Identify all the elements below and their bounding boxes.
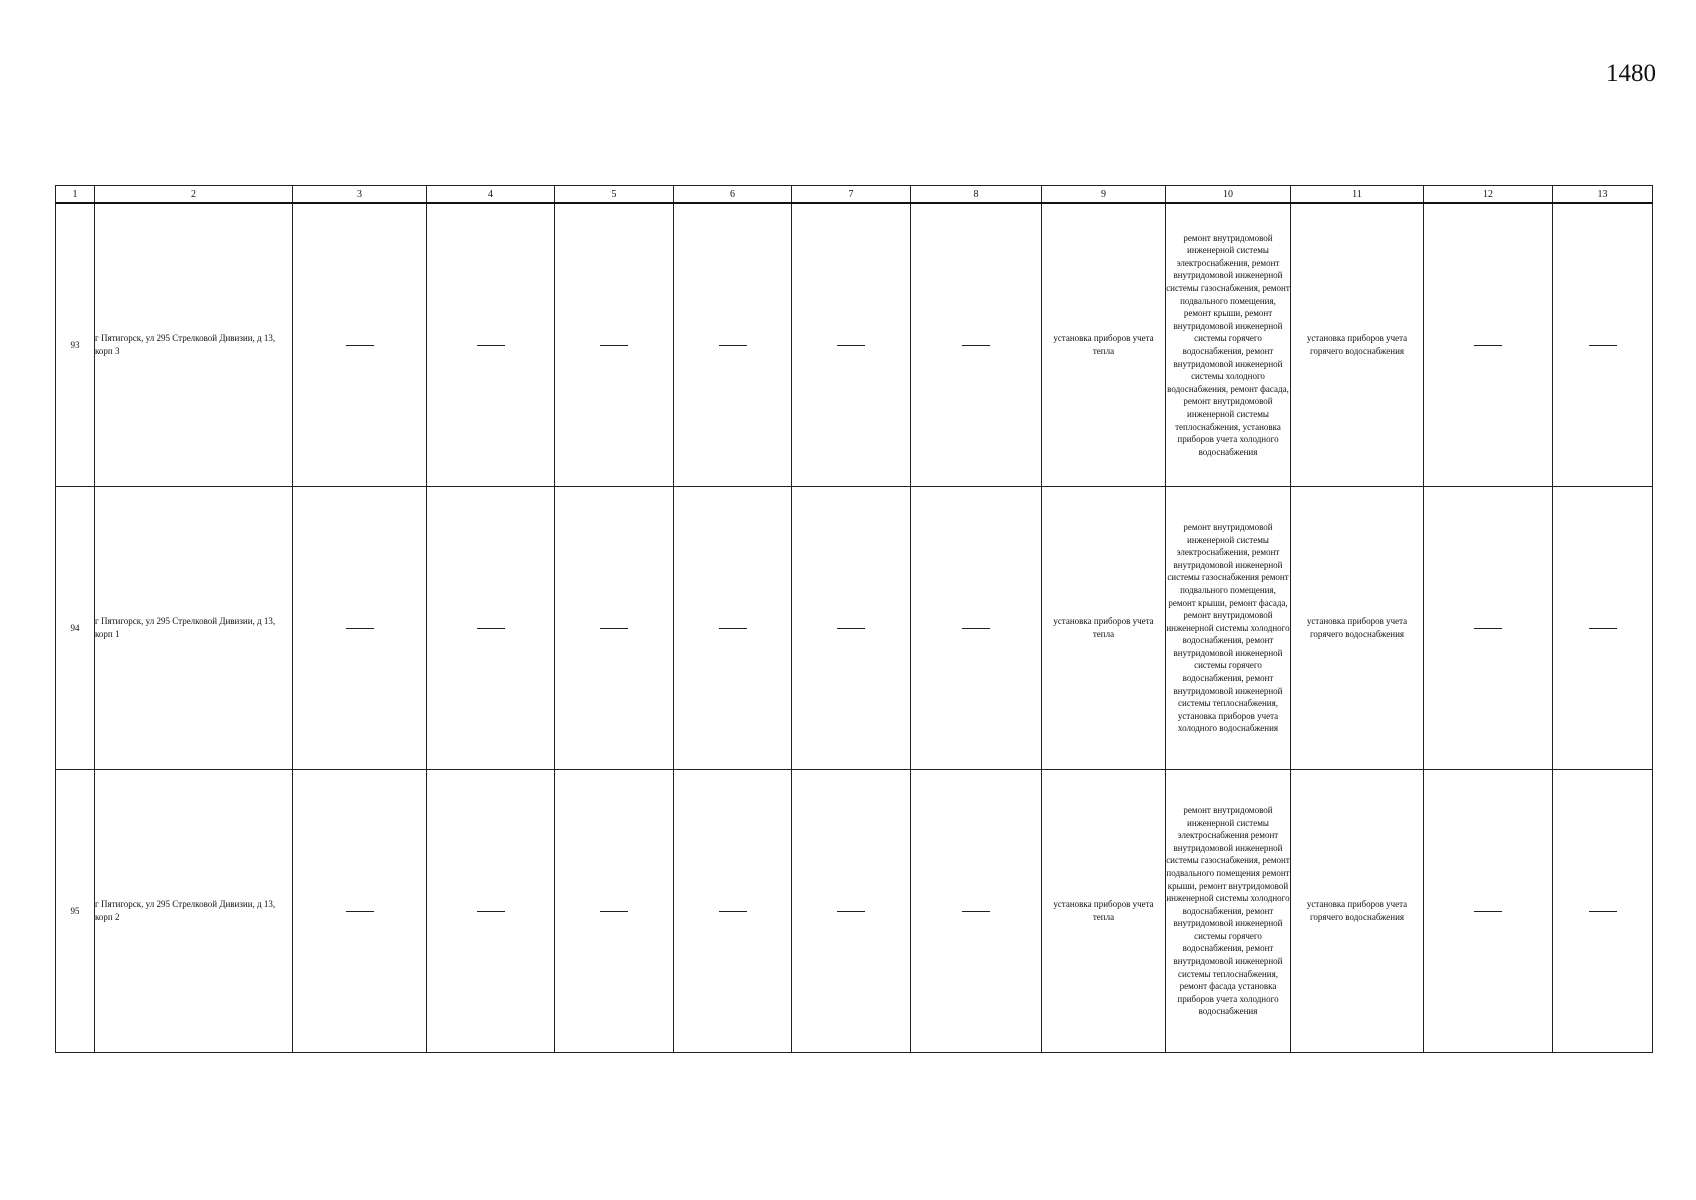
empty-cell-col8 [911, 203, 1042, 487]
dash-mark [600, 628, 628, 629]
dash-mark [719, 628, 747, 629]
table-row [56, 203, 1653, 487]
dash-mark [346, 345, 374, 346]
column-header: 2 [95, 186, 293, 204]
hot-water-meter-cell: установка приборов учета горячего водоснабжения [1291, 770, 1424, 1053]
empty-cell-col5 [555, 203, 674, 487]
empty-cell-col13 [1553, 203, 1653, 487]
empty-cell-col12 [1424, 487, 1553, 770]
dash-mark [962, 911, 990, 912]
address-cell: г Пятигорск, ул 295 Стрелковой Дивизии, д 13, корп 2 [95, 770, 293, 1053]
table-body [56, 203, 1653, 1053]
column-header: 9 [1042, 186, 1166, 204]
dash-mark [719, 911, 747, 912]
empty-cell-col3 [293, 203, 427, 487]
empty-cell-col8 [911, 487, 1042, 770]
column-header: 5 [555, 186, 674, 204]
hot-water-meter-cell: установка приборов учета горячего водоснабжения [1291, 203, 1424, 487]
hot-water-meter-cell: установка приборов учета горячего водоснабжения [1291, 487, 1424, 770]
empty-cell-col7 [792, 203, 911, 487]
column-header: 4 [427, 186, 555, 204]
address-cell: г Пятигорск, ул 295 Стрелковой Дивизии, д 13, корп 3 [95, 203, 293, 487]
heat-meter-cell: установка приборов учета тепла [1042, 203, 1166, 487]
column-header: 10 [1166, 186, 1291, 204]
empty-cell-col6 [674, 770, 792, 1053]
header-row [56, 186, 1653, 204]
row-number: 93 [56, 203, 95, 487]
empty-cell-col12 [1424, 203, 1553, 487]
empty-cell-col4 [427, 203, 555, 487]
column-header: 8 [911, 186, 1042, 204]
empty-cell-col8 [911, 770, 1042, 1053]
empty-cell-col5 [555, 487, 674, 770]
dash-mark [1589, 345, 1617, 346]
empty-cell-col13 [1553, 487, 1653, 770]
empty-cell-col3 [293, 770, 427, 1053]
empty-cell-col13 [1553, 770, 1653, 1053]
column-header: 13 [1553, 186, 1653, 204]
dash-mark [1474, 911, 1502, 912]
heat-meter-cell: установка приборов учета тепла [1042, 770, 1166, 1053]
column-header: 3 [293, 186, 427, 204]
dash-mark [1474, 345, 1502, 346]
dash-mark [477, 345, 505, 346]
empty-cell-col7 [792, 487, 911, 770]
empty-cell-col3 [293, 487, 427, 770]
dash-mark [962, 345, 990, 346]
address-cell: г Пятигорск, ул 295 Стрелковой Дивизии, д 13, корп 1 [95, 487, 293, 770]
dash-mark [477, 628, 505, 629]
empty-cell-col12 [1424, 770, 1553, 1053]
empty-cell-col5 [555, 770, 674, 1053]
dash-mark [1589, 911, 1617, 912]
dash-mark [477, 911, 505, 912]
empty-cell-col6 [674, 203, 792, 487]
column-header: 11 [1291, 186, 1424, 204]
register-table [55, 185, 1653, 1053]
dash-mark [346, 911, 374, 912]
dash-mark [600, 345, 628, 346]
empty-cell-col4 [427, 770, 555, 1053]
column-header: 1 [56, 186, 95, 204]
page-number: 1480 [1606, 60, 1656, 87]
empty-cell-col6 [674, 487, 792, 770]
repair-works-cell: ремонт внутридомовой инженерной системы электроснабжения, ремонт внутридомовой инженерной системы газоснабжения ремонт подвального помещения, ремонт крыши, ремонт фасада, ремонт внутридомовой инженерной системы холодного водоснабжения, ремонт внутридомовой инженерной системы горячего водоснабжения, ремонт внутридомовой инженерной системы теплоснабжения, установка приборов учета холодного водоснабжения [1166, 487, 1291, 770]
column-header: 12 [1424, 186, 1553, 204]
repair-works-cell: ремонт внутридомовой инженерной системы электроснабжения, ремонт внутридомовой инженерной системы газоснабжения, ремонт подвального помещения, ремонт крыши, ремонт внутридомовой инженерной системы горячего водоснабжения, ремонт внутридомовой инженерной системы холодного водоснабжения, ремонт фасада, ремонт внутридомовой инженерной системы теплоснабжения, установка приборов учета холодного водоснабжения [1166, 203, 1291, 487]
dash-mark [962, 628, 990, 629]
empty-cell-col4 [427, 487, 555, 770]
heat-meter-cell: установка приборов учета тепла [1042, 487, 1166, 770]
repair-works-cell: ремонт внутридомовой инженерной системы электроснабжения ремонт внутридомовой инженерной системы газоснабжения, ремонт подвального помещения ремонт крыши, ремонт внутридомовой инженерной системы холодного водоснабжения, ремонт внутридомовой инженерной системы горячего водоснабжения, ремонт внутридомовой инженерной системы теплоснабжения, ремонт фасада установка приборов учета холодного водоснабжения [1166, 770, 1291, 1053]
table-header [56, 186, 1653, 204]
dash-mark [346, 628, 374, 629]
table-row [56, 770, 1653, 1053]
row-number: 94 [56, 487, 95, 770]
dash-mark [719, 345, 747, 346]
dash-mark [837, 345, 865, 346]
column-header: 6 [674, 186, 792, 204]
dash-mark [1474, 628, 1502, 629]
dash-mark [837, 911, 865, 912]
dash-mark [1589, 628, 1617, 629]
column-header: 7 [792, 186, 911, 204]
dash-mark [837, 628, 865, 629]
row-number: 95 [56, 770, 95, 1053]
dash-mark [600, 911, 628, 912]
empty-cell-col7 [792, 770, 911, 1053]
table-row [56, 487, 1653, 770]
